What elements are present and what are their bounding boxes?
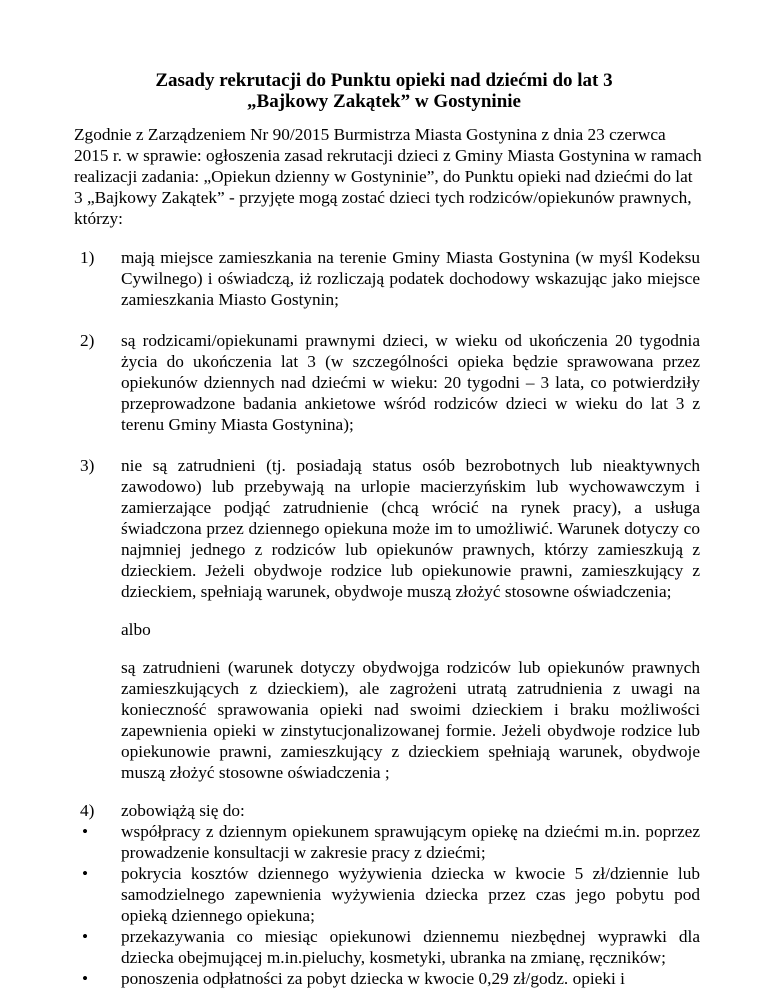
list-item-number: 2): [80, 331, 95, 350]
bullet-text: ponoszenia odpłatności za pobyt dziecka w kwocie 0,29 zł/godz. opieki i: [121, 969, 625, 988]
list-item-number: 3): [80, 456, 95, 475]
bullet-text: współpracy z dziennym opiekunem sprawującym opiekę na dziećmi m.in. poprzez prowadzenie konsultacji w zakresie pracy z dziećmi;: [121, 822, 700, 862]
list-item-number: 4): [80, 801, 95, 820]
title-line-1: Zasady rekrutacji do Punktu opieki nad dziećmi do lat 3: [155, 70, 613, 91]
albo-label: albo: [121, 620, 151, 639]
intro-paragraph: Zgodnie z Zarządzeniem Nr 90/2015 Burmistrza Miasta Gostynina z dnia 23 czerwca 2015 r. w sprawie: ogłoszenia zasad rekrutacji dzieci z Gminy Miasta Gostynina w ramach realizacji zadania: „Opiekun dzienny w Gostyninie”, do Punktu opieki nad dziećmi do lat 3 „Bajkowy Zakątek” - przyjęte mogą zostać dzieci tych rodziców/opiekunów prawnych, którzy:: [74, 125, 702, 228]
list-item-text: mają miejsce zamieszkania na terenie Gminy Miasta Gostynina (w myśl Kodeksu Cywilnego) i oświadczą, iż rozliczają podatek dochodowy wskazując jako miejsce zamieszkania Miasto Gostynin;: [121, 248, 700, 309]
list-item-text: zobowiążą się do:: [121, 801, 245, 820]
albo-paragraph: są zatrudnieni (warunek dotyczy obydwojga rodziców lub opiekunów prawnych zamieszkujących z dzieckiem), ale zagrożeni utratą zatrudnienia z uwagi na konieczność sprawowania opieki nad swoimi dzieckiem i braku możliwości zapewnienia opieki w zinstytucjonalizowanej formie. Jeżeli obydwoje rodzice lub opiekunowie prawni, zamieszkujący z dzieckiem spełniają warunek, obydwoje muszą złożyć stosowne oświadczenia ;: [121, 658, 700, 782]
bullet-text: pokrycia kosztów dziennego wyżywienia dziecka w kwocie 5 zł/dziennie lub samodzielnego zapewnienia wyżywienia dziecka przez czas jego pobytu pod opieką dziennego opiekuna;: [121, 864, 700, 925]
title-line-2: „Bajkowy Zakątek” w Gostyninie: [247, 91, 521, 112]
list-item-text: nie są zatrudnieni (tj. posiadają status osób bezrobotnych lub nieaktywnych zawodowo) lub przebywają na urlopie macierzyńskim lub wychowawczym i zamierzające podjąć zatrudnienie (chcą wrócić na rynek pracy), a usługa świadczona przez dziennego opiekuna może im to umożliwić. Warunek dotyczy co najmniej jednego z rodziców lub opiekunów prawnych, którzy zamieszkują z dzieckiem. Jeżeli obydwoje rodzice lub opiekunowie prawni, zamieszkujący z dzieckiem, spełniają warunek, obydwoje muszą złożyć stosowne oświadczenia;: [121, 456, 700, 601]
bullet-mark: •: [82, 822, 89, 841]
document-title: [60, 70, 708, 112]
bullet-mark: •: [82, 969, 89, 988]
list-item-number: 1): [80, 248, 95, 267]
bullet-mark: •: [82, 864, 89, 883]
bullet-mark: •: [82, 927, 89, 946]
bullet-text: przekazywania co miesiąc opiekunowi dziennemu niezbędnej wyprawki dla dziecka obejmującej m.in.pieluchy, kosmetyki, ubranka na zmianę, ręczników;: [121, 927, 700, 967]
list-item-text: są rodzicami/opiekunami prawnymi dzieci, w wieku od ukończenia 20 tygodnia życia do ukończenia lat 3 (w szczególności opieka będzie sprawowana przez opiekunów dziennych nad dziećmi w wieku: 20 tygodni – 3 lata, co potwierdziły przeprowadzone badania ankietowe wśród rodziców dzieci w wieku do lat 3 z terenu Gminy Miasta Gostynina);: [121, 331, 700, 434]
